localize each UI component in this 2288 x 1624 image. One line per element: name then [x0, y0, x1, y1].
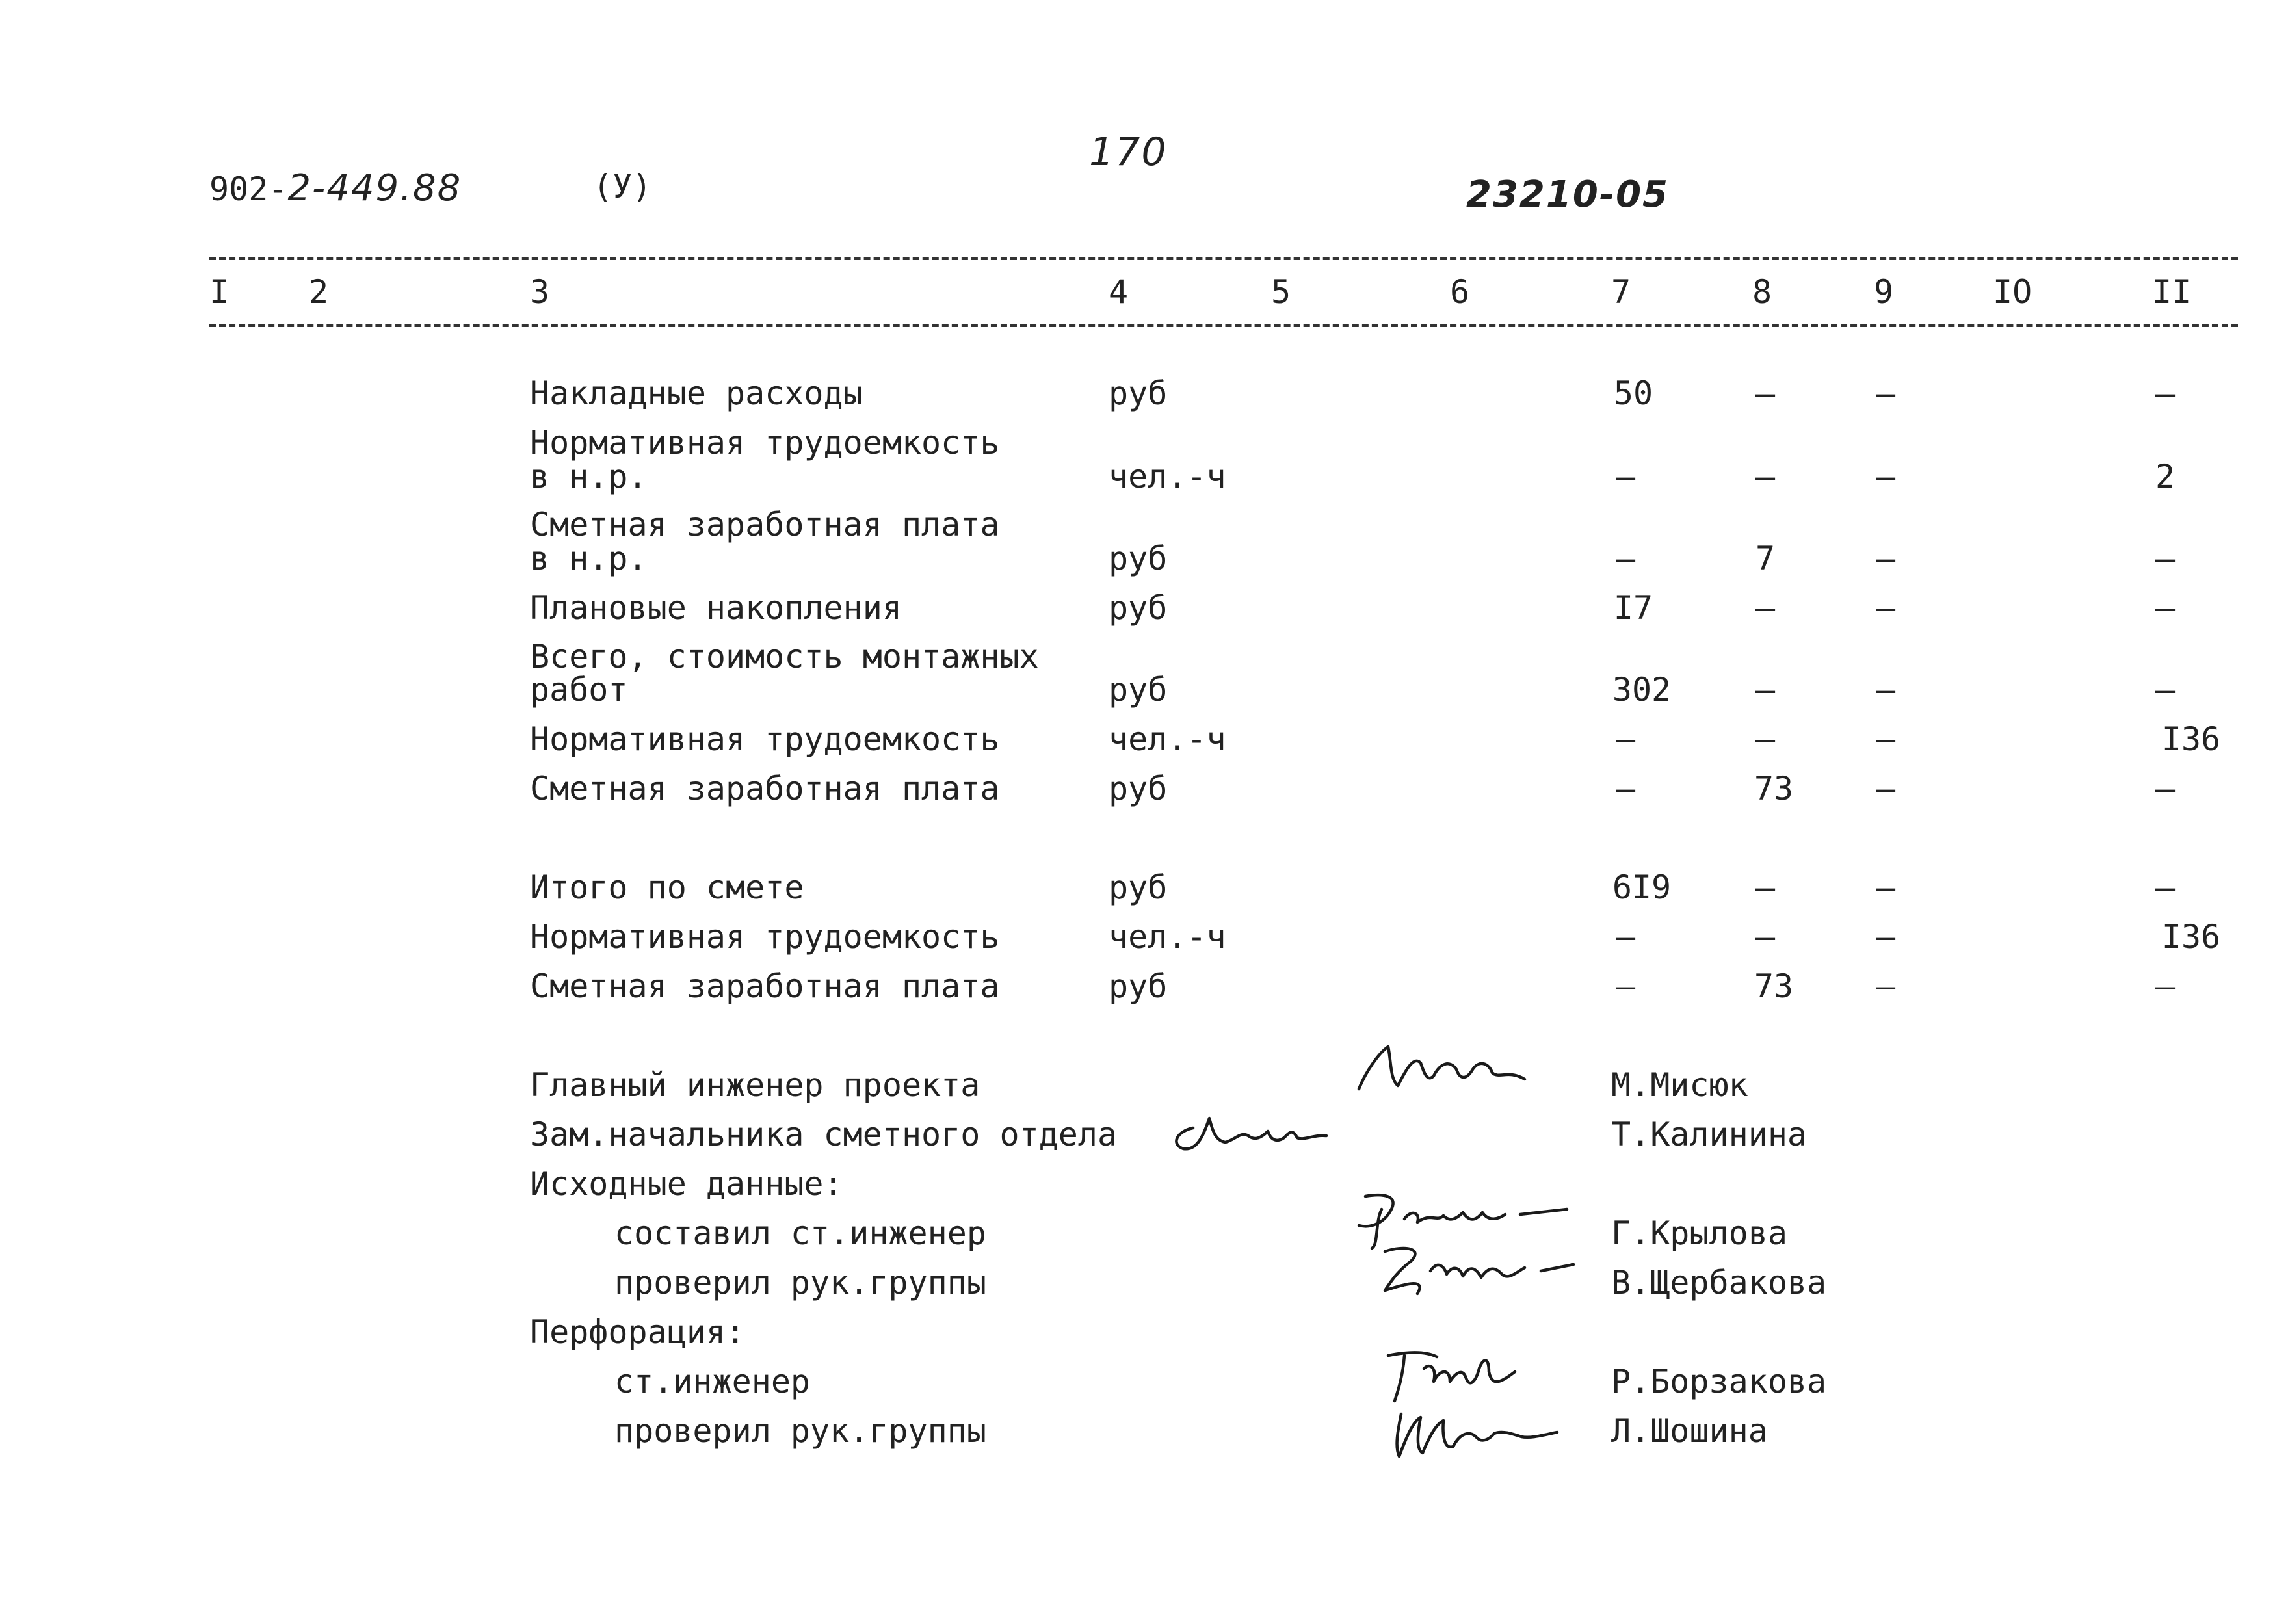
- signature-mark-chief-engineer: [1352, 1034, 1534, 1105]
- row-col7: –: [1615, 770, 1636, 807]
- row-col9: –: [1875, 869, 1896, 906]
- row-col9: –: [1875, 540, 1896, 577]
- row-col7: I7: [1613, 589, 1653, 627]
- row-col11: I36: [2161, 720, 2221, 758]
- row-unit: руб: [1109, 869, 1168, 906]
- signature-role: проверил рук.группы: [614, 1264, 986, 1302]
- doc-variant: (У): [593, 168, 652, 205]
- signature-role: проверил рук.группы: [614, 1412, 986, 1450]
- row-col9: –: [1875, 918, 1896, 956]
- row-col8: –: [1755, 589, 1776, 627]
- signature-name: Г.Крылова: [1611, 1214, 1787, 1252]
- row-col9: –: [1875, 458, 1896, 495]
- row-col11: –: [2155, 374, 2176, 412]
- signature-name: Р.Борзакова: [1611, 1363, 1827, 1400]
- row-col8: –: [1755, 918, 1776, 956]
- signature-role: ст.инженер: [614, 1363, 811, 1400]
- row-col7: 6I9: [1612, 869, 1672, 906]
- row-col8: 73: [1754, 967, 1794, 1005]
- row-unit: руб: [1109, 374, 1168, 412]
- row-col8: –: [1755, 671, 1776, 709]
- row-name: Нормативная трудоемкость: [530, 424, 1000, 462]
- row-col9: –: [1875, 967, 1896, 1005]
- page-number: 170: [1089, 129, 1168, 175]
- section-heading: Перфорация:: [530, 1313, 746, 1351]
- signature-mark-shcherbakova: [1365, 1232, 1580, 1303]
- row-col7: 50: [1613, 374, 1653, 412]
- column-number: 4: [1109, 273, 1129, 311]
- row-col9: –: [1875, 671, 1896, 709]
- row-col8: –: [1755, 458, 1776, 495]
- row-name-cont: в н.р.: [530, 458, 648, 495]
- row-col11: –: [2155, 671, 2176, 709]
- row-unit: руб: [1109, 967, 1168, 1005]
- row-col9: –: [1875, 720, 1896, 758]
- row-name: Накладные расходы: [530, 374, 863, 412]
- column-number: II: [2152, 273, 2192, 311]
- row-col8: –: [1755, 720, 1776, 758]
- row-col7: –: [1615, 458, 1636, 495]
- signature-name: М.Мисюк: [1611, 1066, 1748, 1104]
- signature-mark-deputy-head: [1164, 1102, 1333, 1167]
- row-name: Сметная заработная плата: [530, 967, 1000, 1005]
- header-rule-top: [209, 257, 2238, 260]
- row-col8: –: [1755, 374, 1776, 412]
- row-col7: 302: [1612, 671, 1672, 709]
- column-number: 8: [1752, 273, 1772, 311]
- row-col11: 2: [2155, 458, 2176, 495]
- column-number: 6: [1450, 273, 1470, 311]
- signature-name: В.Щербакова: [1611, 1264, 1827, 1302]
- signature-role: Зам.начальника сметного отдела: [530, 1116, 1118, 1153]
- header-rule-bottom: [209, 324, 2238, 327]
- row-name-cont: в н.р.: [530, 540, 648, 577]
- column-number: 9: [1874, 273, 1894, 311]
- row-name: Итого по смете: [530, 869, 804, 906]
- row-name-cont: работ: [530, 671, 628, 709]
- row-name: Плановые накопления: [530, 589, 902, 627]
- row-col9: –: [1875, 374, 1896, 412]
- column-number: 5: [1271, 273, 1291, 311]
- row-col9: –: [1875, 589, 1896, 627]
- row-col8: 7: [1755, 540, 1776, 577]
- row-col11: –: [2155, 540, 2176, 577]
- row-col8: –: [1755, 869, 1776, 906]
- row-unit: руб: [1109, 770, 1168, 807]
- row-unit: чел.-ч: [1109, 458, 1226, 495]
- row-unit: руб: [1109, 589, 1168, 627]
- row-col7: –: [1615, 967, 1636, 1005]
- signature-name: Т.Калинина: [1611, 1116, 1808, 1153]
- column-number: 7: [1611, 273, 1631, 311]
- row-col11: I36: [2161, 918, 2221, 956]
- row-name: Всего, стоимость монтажных: [530, 638, 1039, 675]
- column-number: IO: [1993, 273, 2032, 311]
- column-number: 2: [309, 273, 329, 311]
- row-col7: –: [1615, 720, 1636, 758]
- row-unit: руб: [1109, 540, 1168, 577]
- signature-role: составил ст.инженер: [614, 1214, 986, 1252]
- doc-number: 23210-05: [1466, 174, 1669, 216]
- doc-code-prefix: 902-: [209, 170, 288, 208]
- row-col11: –: [2155, 869, 2176, 906]
- signature-role: Главный инженер проекта: [530, 1066, 980, 1104]
- row-name: Нормативная трудоемкость: [530, 918, 1000, 956]
- row-unit: руб: [1109, 671, 1168, 709]
- row-col7: –: [1615, 918, 1636, 956]
- column-number: 3: [530, 273, 550, 311]
- row-unit: чел.-ч: [1109, 720, 1226, 758]
- row-col11: –: [2155, 589, 2176, 627]
- row-name: Сметная заработная плата: [530, 506, 1000, 544]
- row-unit: чел.-ч: [1109, 918, 1226, 956]
- row-col8: 73: [1754, 770, 1794, 807]
- doc-code-handwritten: 2-449.88: [287, 167, 462, 209]
- section-heading: Исходные данные:: [530, 1165, 843, 1203]
- row-col9: –: [1875, 770, 1896, 807]
- row-col11: –: [2155, 770, 2176, 807]
- doc-code: [209, 167, 462, 209]
- row-col11: –: [2155, 967, 2176, 1005]
- row-name: Сметная заработная плата: [530, 770, 1000, 807]
- row-name: Нормативная трудоемкость: [530, 720, 1000, 758]
- signature-mark-shoshina: [1385, 1395, 1567, 1466]
- row-col7: –: [1615, 540, 1636, 577]
- column-number: I: [209, 273, 230, 311]
- signature-name: Л.Шошина: [1611, 1412, 1768, 1450]
